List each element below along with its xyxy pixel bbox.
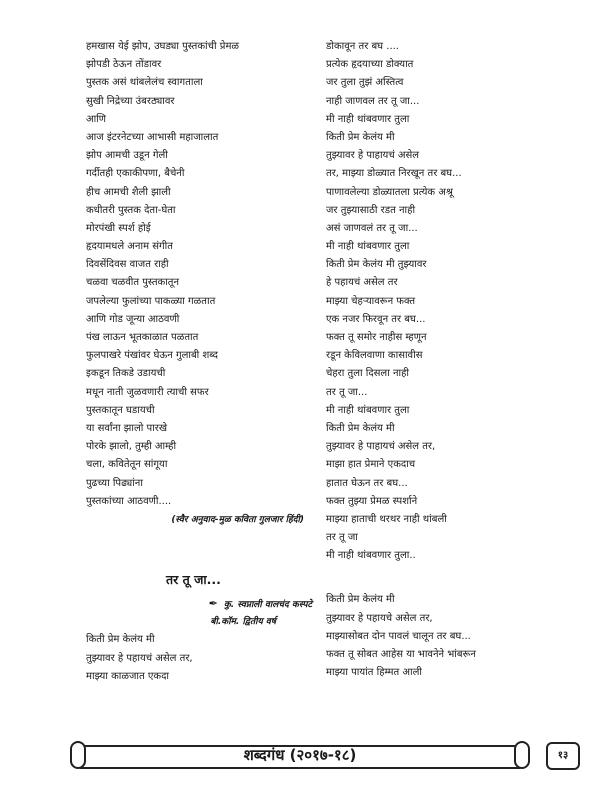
poem-line: किती प्रेम केलंय मी xyxy=(326,422,395,434)
poem-line: कधीतरी पुस्तक देता-घेता xyxy=(86,204,176,216)
poem-line: जर तुझ्यासाठी रडत नाही xyxy=(326,204,416,216)
poem-line: हातात घेऊन तर बघ... xyxy=(326,477,408,489)
poem-line: तुझ्यावर हे पहायचं असेल तर, xyxy=(86,652,193,664)
poem-line: हमखास येई झोप, उघड्या पुस्तकांची प्रेमळ xyxy=(86,41,240,52)
poem-line: पुस्तक असं थांबलेलंच स्वागताला xyxy=(86,77,203,89)
poem-line: असं जाणवलं तर तू जा... xyxy=(326,222,418,234)
poem-line: तुझ्यावर हे पाहायचं असेल xyxy=(326,150,420,162)
poem-line: तर तू जा... xyxy=(326,386,368,398)
poem-line: पुस्तकातून घडायची xyxy=(86,404,155,416)
poem-line: सुखी निद्रेच्या उंबरठ्यावर xyxy=(86,95,175,107)
poem-line: पंख लाऊन भूतकाळात पळतात xyxy=(86,332,199,343)
poem-line: तुझ्यावर हे पाहायचं असेल तर, xyxy=(326,441,436,453)
poem-line: नाही जाणवल तर तू जा... xyxy=(326,95,420,107)
poem-line: तुझ्यावर हे पहायचे असेल तर, xyxy=(326,612,433,624)
poem-line: फक्त तू सोबत आहेस या भावनेने भांबरून xyxy=(326,649,476,660)
second-poem xyxy=(86,565,316,686)
poem-line: दिवसेंदिवस वाजत राही xyxy=(86,259,169,271)
poem-line: डोकावून तर बघ .... xyxy=(326,41,399,52)
magazine-title: शब्दगंध (२०१७-१८) xyxy=(243,746,357,764)
poem-line: चला, कवितेतून सांगूया xyxy=(86,459,168,471)
poem-line: हृदयामधले अनाम संगीत xyxy=(86,241,173,253)
poem-line: मोरपंखी स्पर्श होई xyxy=(86,222,151,234)
poem-line: मी नाही थांबवणार तुला xyxy=(326,404,410,416)
poem-line: तर, माझ्या डोळ्यात निरखून तर बघ... xyxy=(326,168,462,180)
author-name-text: कु. स्वप्नाली वालचंद कस्पटे xyxy=(223,600,312,611)
poem-line: फक्त तुझ्या प्रेमळ स्पर्शाने xyxy=(326,495,418,507)
poem-line: माझ्या काळजात एकदा xyxy=(86,670,169,682)
poem-line: गर्दीतही एकाकीपणा, बैचेनी xyxy=(86,168,185,180)
poem-line: पुढच्या पिढ्यांना xyxy=(86,477,143,489)
page-footer xyxy=(70,739,580,769)
poem-line: इकडून तिकडे उडायची xyxy=(86,368,166,380)
poem-line: मी नाही थांबवणार तुला xyxy=(326,241,410,253)
poem-line: पुस्तकांच्या आठवणी.... xyxy=(86,495,172,507)
poem-line: फक्त तू समोर नाहीस म्हणून xyxy=(326,332,427,343)
page-number: १३ xyxy=(546,742,580,770)
poem-line: किती प्रेम केलंय मी xyxy=(326,594,395,606)
poem-line: जर तुला तुझं अस्तित्व xyxy=(326,77,404,89)
poem-line: एक नजर फिरवून तर बघ... xyxy=(326,313,426,325)
poem-line: चेहरा तुला दिसला नाही xyxy=(326,368,410,380)
poem-line: हे पहायचं असेल तर xyxy=(326,277,398,289)
poem-line: या सर्वांना झालो पारखे xyxy=(86,422,168,434)
poem-line: प्रत्येक हृदयाच्या डोक्यात xyxy=(326,59,414,71)
poem-line: पोरके झालो, तुम्ही आम्ही xyxy=(86,441,177,453)
poem-line: रडून केविलवाणा कासावीस xyxy=(326,350,423,362)
poem-line: किती प्रेम केलंय मी xyxy=(86,634,155,646)
poem-line: पाणावलेल्या डोळ्यातला प्रत्येक अश्रू xyxy=(326,186,454,198)
spacer xyxy=(86,529,316,565)
author-name xyxy=(86,595,316,613)
left-column xyxy=(86,38,316,686)
poem-line: माझ्या चेहऱ्यावरून फक्त xyxy=(326,295,416,307)
poem-line: आज इंटरनेटच्या आभासी महाजालात xyxy=(86,131,219,143)
poem-line: झोपडी ठेऊन तोंडावर xyxy=(86,59,162,71)
poem-title: तर तू जा... xyxy=(166,572,221,588)
poem-line: किती प्रेम केलंय मी xyxy=(326,131,395,143)
poem-line: किती प्रेम केलंय मी तुझ्यावर xyxy=(326,259,427,271)
poem-line: माझ्यासोबत दोन पावलं चालून तर बघ... xyxy=(326,630,471,642)
pen-nib-icon: ✒ xyxy=(208,597,218,611)
poem-line: तर तू जा xyxy=(326,532,358,544)
poem-line: झोप आमची उडून गेली xyxy=(86,150,168,162)
poem-line: आणि गोड जून्या आठवणी xyxy=(86,313,180,325)
poem-line: जपलेल्या फुलांच्या पाकळ्या गळतात xyxy=(86,295,216,307)
poem-line: फुलपाखरे पंखांवर घेऊन गुलाबी शब्द xyxy=(86,350,218,362)
poem-line: माझा हात प्रेमाने एकदाच xyxy=(326,459,416,471)
poem-line: हीच आमची शैली झाली xyxy=(86,186,171,198)
poem-line: माझ्या हाताची थरथर नाही थांबली xyxy=(326,513,447,525)
poem-spacer xyxy=(326,565,556,591)
poem-line: चळवा चळवीत पुस्तकातून xyxy=(86,277,180,289)
poem-line: माझ्या पायांत हिम्मत आली xyxy=(326,667,422,679)
poem-line: मी नाही थांबवणार तुला xyxy=(326,113,410,125)
poem-line: मधून नाती जुळवणारी त्याची सफर xyxy=(86,386,209,398)
first-poem xyxy=(86,38,316,529)
poem-line: मी नाही थांबवणार तुला.. xyxy=(326,550,416,562)
translation-credit: (स्वैर अनुवाद-मुळ कविता गुलजार हिंदी) xyxy=(171,514,304,525)
author-class: बी.कॉम. द्वितीय वर्ष xyxy=(210,617,276,628)
poem-line: आणि xyxy=(86,113,107,125)
right-column xyxy=(326,38,556,682)
